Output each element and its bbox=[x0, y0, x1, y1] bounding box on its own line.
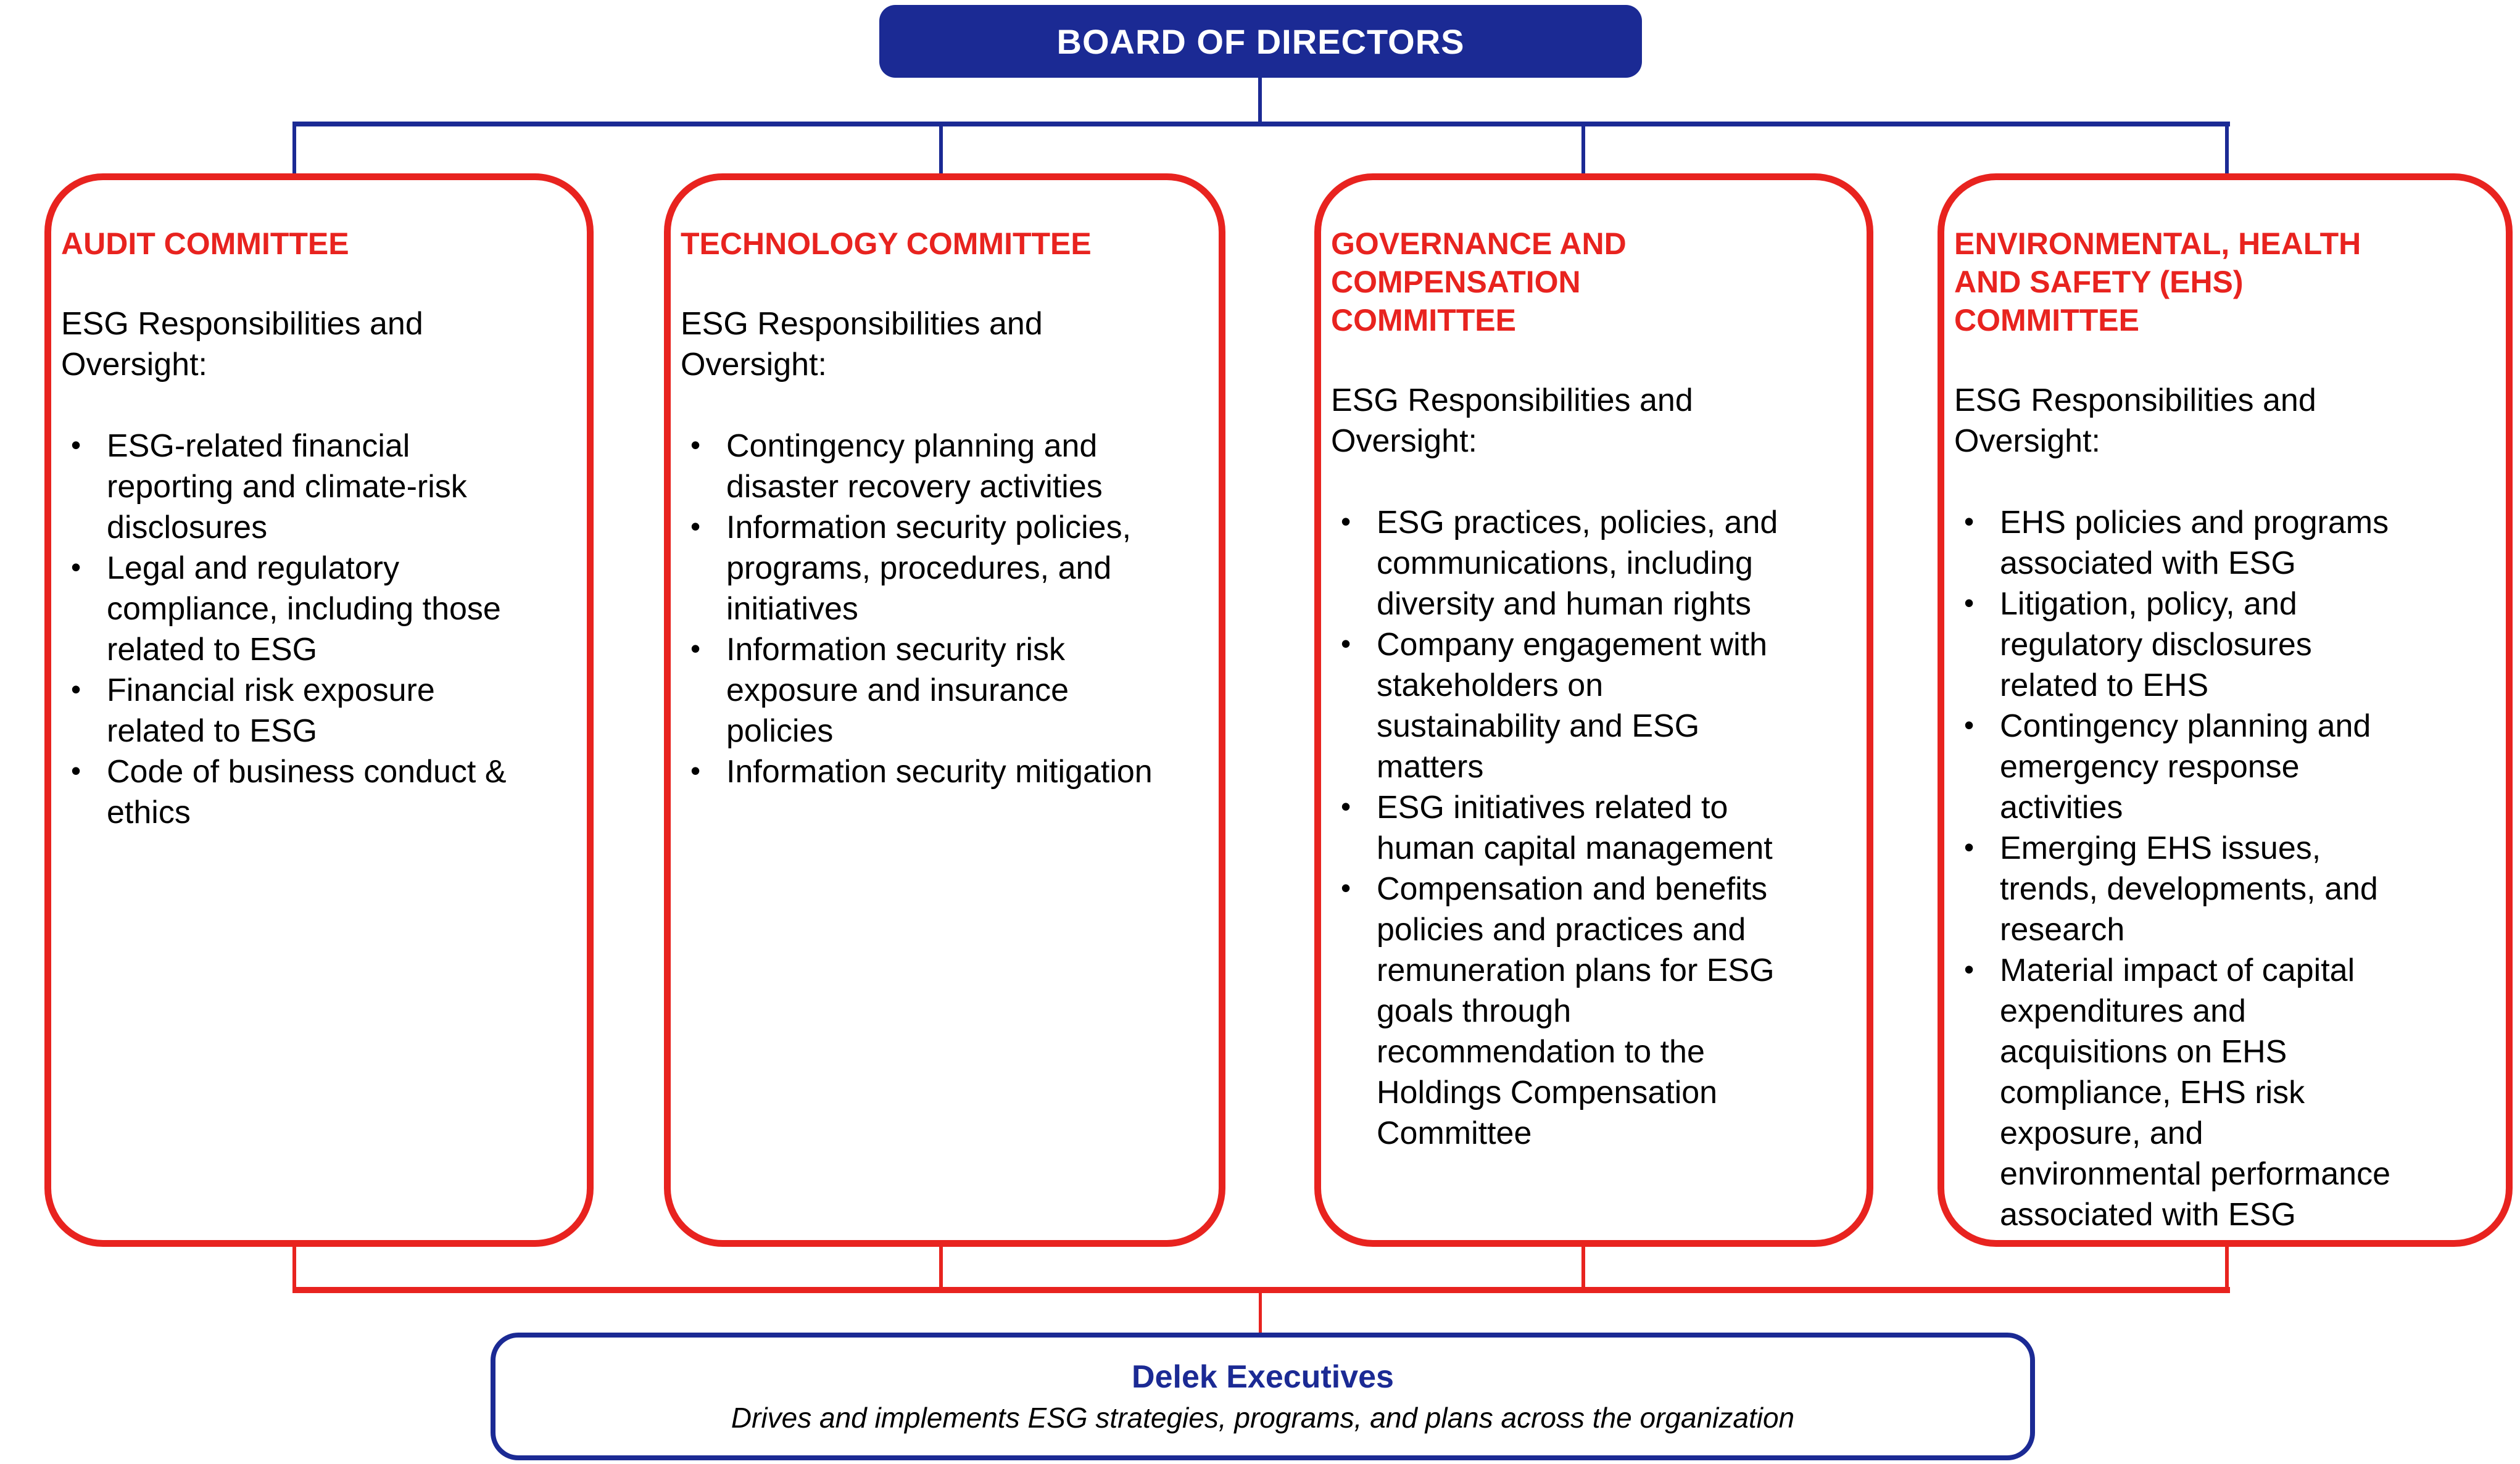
connector-executives-vertical bbox=[1259, 1292, 1262, 1335]
committee-title-governance-compensation: GOVERNANCE AND COMPENSATION COMMITTEE bbox=[1331, 226, 1627, 337]
executives-box bbox=[491, 1333, 2035, 1460]
committee-intro-ehs: ESG Responsibilities and Oversight: bbox=[1954, 383, 2316, 459]
bullet-item: • Code of business conduct & ethics bbox=[107, 751, 531, 833]
connector-bottom-stub-audit bbox=[292, 1244, 296, 1291]
committee-box-ehs bbox=[1938, 173, 2513, 1247]
bullet-item: • EHS policies and programs associated with ESG bbox=[2000, 502, 2407, 584]
board-of-directors-box bbox=[879, 5, 1642, 78]
bullet-item: • ESG initiatives related to human capital management bbox=[1377, 787, 1789, 869]
connector-board-vertical bbox=[1258, 78, 1262, 125]
committee-title-ehs: ENVIRONMENTAL, HEALTH AND SAFETY (EHS) COMMITTEE bbox=[1954, 226, 2361, 337]
connector-bottom-stub-technology bbox=[939, 1244, 943, 1291]
connector-top-horizontal bbox=[292, 122, 2230, 126]
bullet-item: • Contingency planning and emergency response activities bbox=[2000, 706, 2407, 828]
board-of-directors-label: BOARD OF DIRECTORS bbox=[1056, 22, 1465, 61]
bullet-item: • Legal and regulatory compliance, including those related to ESG bbox=[107, 548, 531, 670]
committee-bullets-audit bbox=[61, 426, 544, 833]
committee-title-audit: AUDIT COMMITTEE bbox=[61, 226, 349, 261]
bullet-item: • Information security mitigation bbox=[726, 751, 1157, 792]
connector-top-stub-audit bbox=[292, 125, 296, 176]
connector-top-stub-ehs bbox=[2225, 125, 2229, 176]
connector-top-stub-technology bbox=[939, 125, 943, 176]
committee-title-technology: TECHNOLOGY COMMITTEE bbox=[681, 226, 1092, 261]
connector-top-stub-governance bbox=[1581, 125, 1585, 176]
committee-box-technology bbox=[664, 173, 1225, 1247]
bullet-item: • Company engagement with stakeholders on sustainability and ESG matters bbox=[1377, 624, 1789, 787]
bullet-item: • Financial risk exposure related to ESG bbox=[107, 670, 531, 751]
bullet-item: • ESG-related financial reporting and climate-risk disclosures bbox=[107, 426, 531, 548]
committee-intro-governance-compensation: ESG Responsibilities and Oversight: bbox=[1331, 383, 1693, 459]
bullet-item: • ESG practices, policies, and communications, including diversity and human rights bbox=[1377, 502, 1789, 624]
connector-bottom-stub-ehs bbox=[2225, 1244, 2229, 1291]
executives-title: Delek Executives bbox=[1132, 1359, 1394, 1395]
bullet-item: • Information security policies, programs, procedures, and initiatives bbox=[726, 507, 1157, 629]
committee-intro-technology: ESG Responsibilities and Oversight: bbox=[681, 306, 1043, 383]
committee-box-audit bbox=[44, 173, 594, 1247]
executives-subtitle: Drives and implements ESG strategies, programs, and plans across the organization bbox=[731, 1401, 1795, 1434]
bullet-item: • Emerging EHS issues, trends, developments, and research bbox=[2000, 828, 2407, 950]
bullet-item: • Litigation, policy, and regulatory disclosures related to EHS bbox=[2000, 584, 2407, 706]
bullet-item: • Information security risk exposure and insurance policies bbox=[726, 629, 1157, 751]
bullet-item: • Material impact of capital expenditures and acquisitions on EHS compliance, EHS risk exposure, and environmental performance associated with ESG bbox=[2000, 950, 2407, 1235]
committee-box-governance-compensation bbox=[1314, 173, 1873, 1247]
bullet-item: • Contingency planning and disaster recovery activities bbox=[726, 426, 1157, 507]
committee-bullets-ehs bbox=[1954, 502, 2463, 1235]
connector-bottom-stub-governance bbox=[1581, 1244, 1585, 1291]
committee-bullets-governance-compensation bbox=[1331, 502, 1823, 1154]
committee-bullets-technology bbox=[681, 426, 1175, 792]
bullet-item: • Compensation and benefits policies and practices and remuneration plans for ESG goals through recommendation to the Holdings Compensation Committee bbox=[1377, 869, 1789, 1154]
committee-intro-audit: ESG Responsibilities and Oversight: bbox=[61, 306, 423, 383]
